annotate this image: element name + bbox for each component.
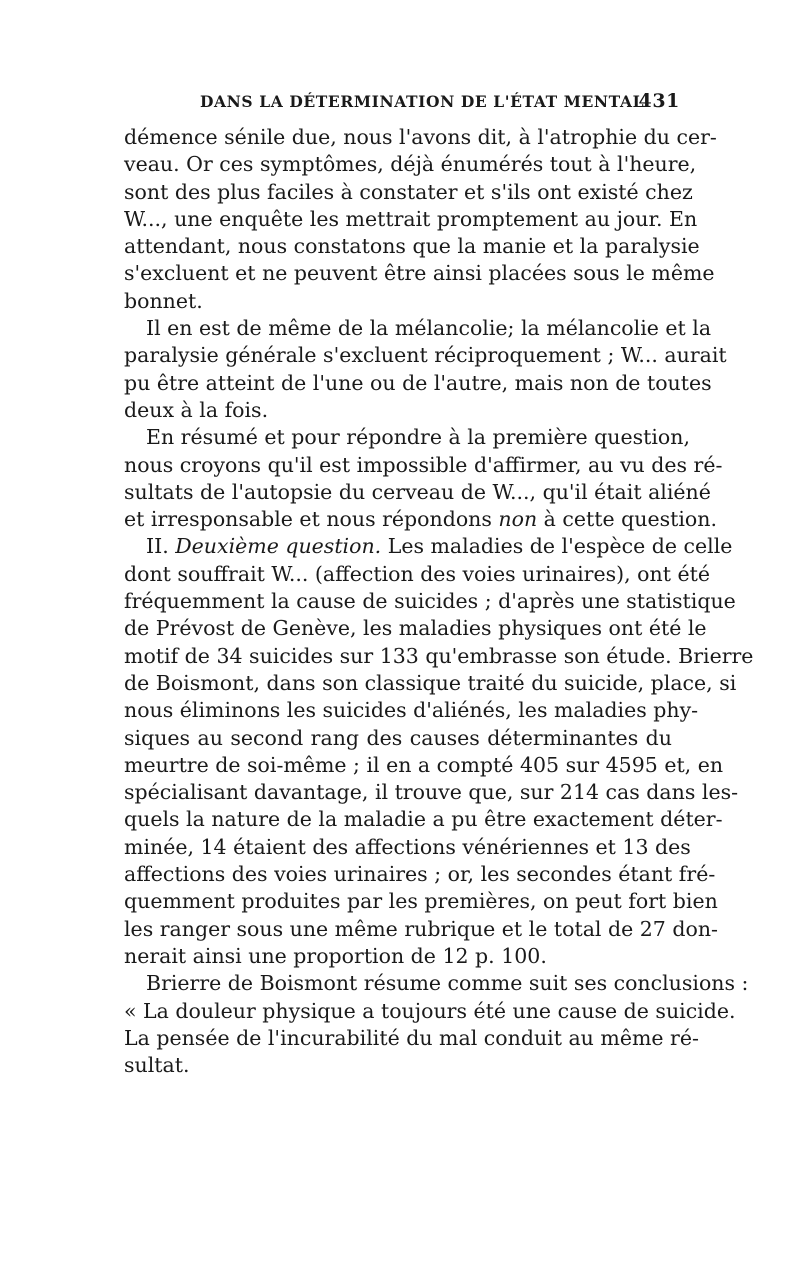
text-segment: « La douleur physique a toujours été une cause de suicide. [124, 998, 736, 1023]
text-segment: veau. Or ces symptômes, déjà énumérés tout à l'heure, [124, 152, 697, 177]
text-line [124, 725, 672, 752]
text-segment: sont des plus faciles à constater et s'ils ont existé chez [124, 179, 693, 204]
text-line [124, 124, 717, 151]
text-segment: quels la nature de la maladie a pu être exactement déter- [124, 807, 723, 832]
text-line [124, 970, 749, 997]
text-segment: Brierre de Boismont résume comme suit ses conclusions : [146, 971, 749, 996]
text-segment: sultats de l'autopsie du cerveau de W..., qu'il était aliéné [124, 479, 711, 504]
text-segment: sultat. [124, 1053, 190, 1078]
text-line [124, 779, 739, 806]
text-segment: Les maladies de l'espèce de celle [381, 534, 733, 559]
text-line [124, 615, 707, 642]
text-segment: nous éliminons les suicides d'aliénés, les maladies phy- [124, 698, 699, 723]
text-line [124, 1052, 672, 1079]
italic-text: non [498, 507, 538, 532]
text-line [124, 588, 736, 615]
text-line [124, 533, 733, 560]
text-segment: II. [146, 534, 176, 559]
text-segment: pu être atteint de l'une ou de l'autre, mais non de toutes [124, 370, 712, 395]
text-line [124, 834, 691, 861]
text-line [124, 861, 716, 888]
text-line [124, 998, 736, 1025]
text-line [124, 561, 710, 588]
body-text [124, 124, 754, 1079]
text-segment: deux à la fois. [124, 397, 269, 422]
text-line [124, 370, 712, 397]
text-line [124, 260, 715, 287]
text-segment: démence sénile due, nous l'avons dit, à l'atrophie du cer- [124, 125, 717, 149]
text-segment: à cette question. [537, 507, 717, 532]
text-line [124, 916, 718, 943]
text-segment: affections des voies urinaires ; or, les secondes étant fré- [124, 862, 716, 887]
text-segment: attendant, nous constatons que la manie et la paralysie [124, 234, 700, 259]
text-line [124, 452, 723, 479]
running-title: DANS LA DÉTERMINATION DE L'ÉTAT MENTAL [200, 92, 645, 111]
text-segment: quemment produites par les premières, on peut fort bien [124, 889, 718, 914]
text-line [124, 943, 672, 970]
text-segment: En résumé et pour répondre à la première question, [146, 425, 690, 450]
text-segment: spécialisant davantage, il trouve que, sur 214 cas dans les- [124, 780, 739, 805]
italic-text: Deuxième question. [175, 534, 382, 559]
text-line [124, 697, 699, 724]
text-line [124, 643, 754, 670]
text-segment: s'excluent et ne peuvent être ainsi placées sous le même [124, 261, 715, 286]
text-segment: de Prévost de Genève, les maladies physiques ont été le [124, 616, 707, 641]
text-line [124, 479, 711, 506]
page-number: 431 [638, 90, 680, 112]
text-segment: fréquemment la cause de suicides ; d'après une statistique [124, 589, 736, 614]
text-line [124, 752, 724, 779]
text-line [124, 670, 737, 697]
text-line [124, 888, 718, 915]
text-line [124, 1025, 699, 1052]
text-line [124, 233, 700, 260]
text-segment: siques au second rang des causes déterminantes du [124, 725, 672, 750]
text-segment: nous croyons qu'il est impossible d'affirmer, au vu des ré- [124, 452, 723, 477]
text-line [124, 179, 693, 206]
text-segment: meurtre de soi-même ; il en a compté 405 sur 4595 et, en [124, 752, 724, 777]
text-line [124, 206, 698, 233]
text-segment: de Boismont, dans son classique traité du suicide, place, si [124, 670, 737, 695]
text-line [124, 151, 697, 178]
text-segment: La pensée de l'incurabilité du mal conduit au même ré- [124, 1025, 699, 1050]
text-line [124, 506, 717, 533]
page-header [200, 92, 680, 118]
text-segment: dont souffrait W... (affection des voies urinaires), ont été [124, 561, 710, 586]
text-segment: motif de 34 suicides sur 133 qu'embrasse son étude. Brierre [124, 643, 754, 668]
text-segment: bonnet. [124, 288, 203, 313]
text-line [124, 342, 727, 369]
text-line [124, 315, 712, 342]
text-line [124, 424, 690, 451]
text-segment: nerait ainsi une proportion de 12 p. 100. [124, 943, 547, 968]
text-line [124, 397, 672, 424]
text-segment: minée, 14 étaient des affections vénériennes et 13 des [124, 834, 691, 859]
text-segment: Il en est de même de la mélancolie; la mélancolie et la [146, 316, 712, 341]
text-line [124, 806, 723, 833]
text-segment: W..., une enquête les mettrait promptement au jour. En [124, 206, 698, 231]
text-segment: les ranger sous une même rubrique et le total de 27 don- [124, 916, 718, 941]
text-segment: et irresponsable et nous répondons [124, 507, 499, 532]
text-line [124, 288, 672, 315]
text-segment: paralysie générale s'excluent réciproquement ; W... aurait [124, 343, 727, 368]
